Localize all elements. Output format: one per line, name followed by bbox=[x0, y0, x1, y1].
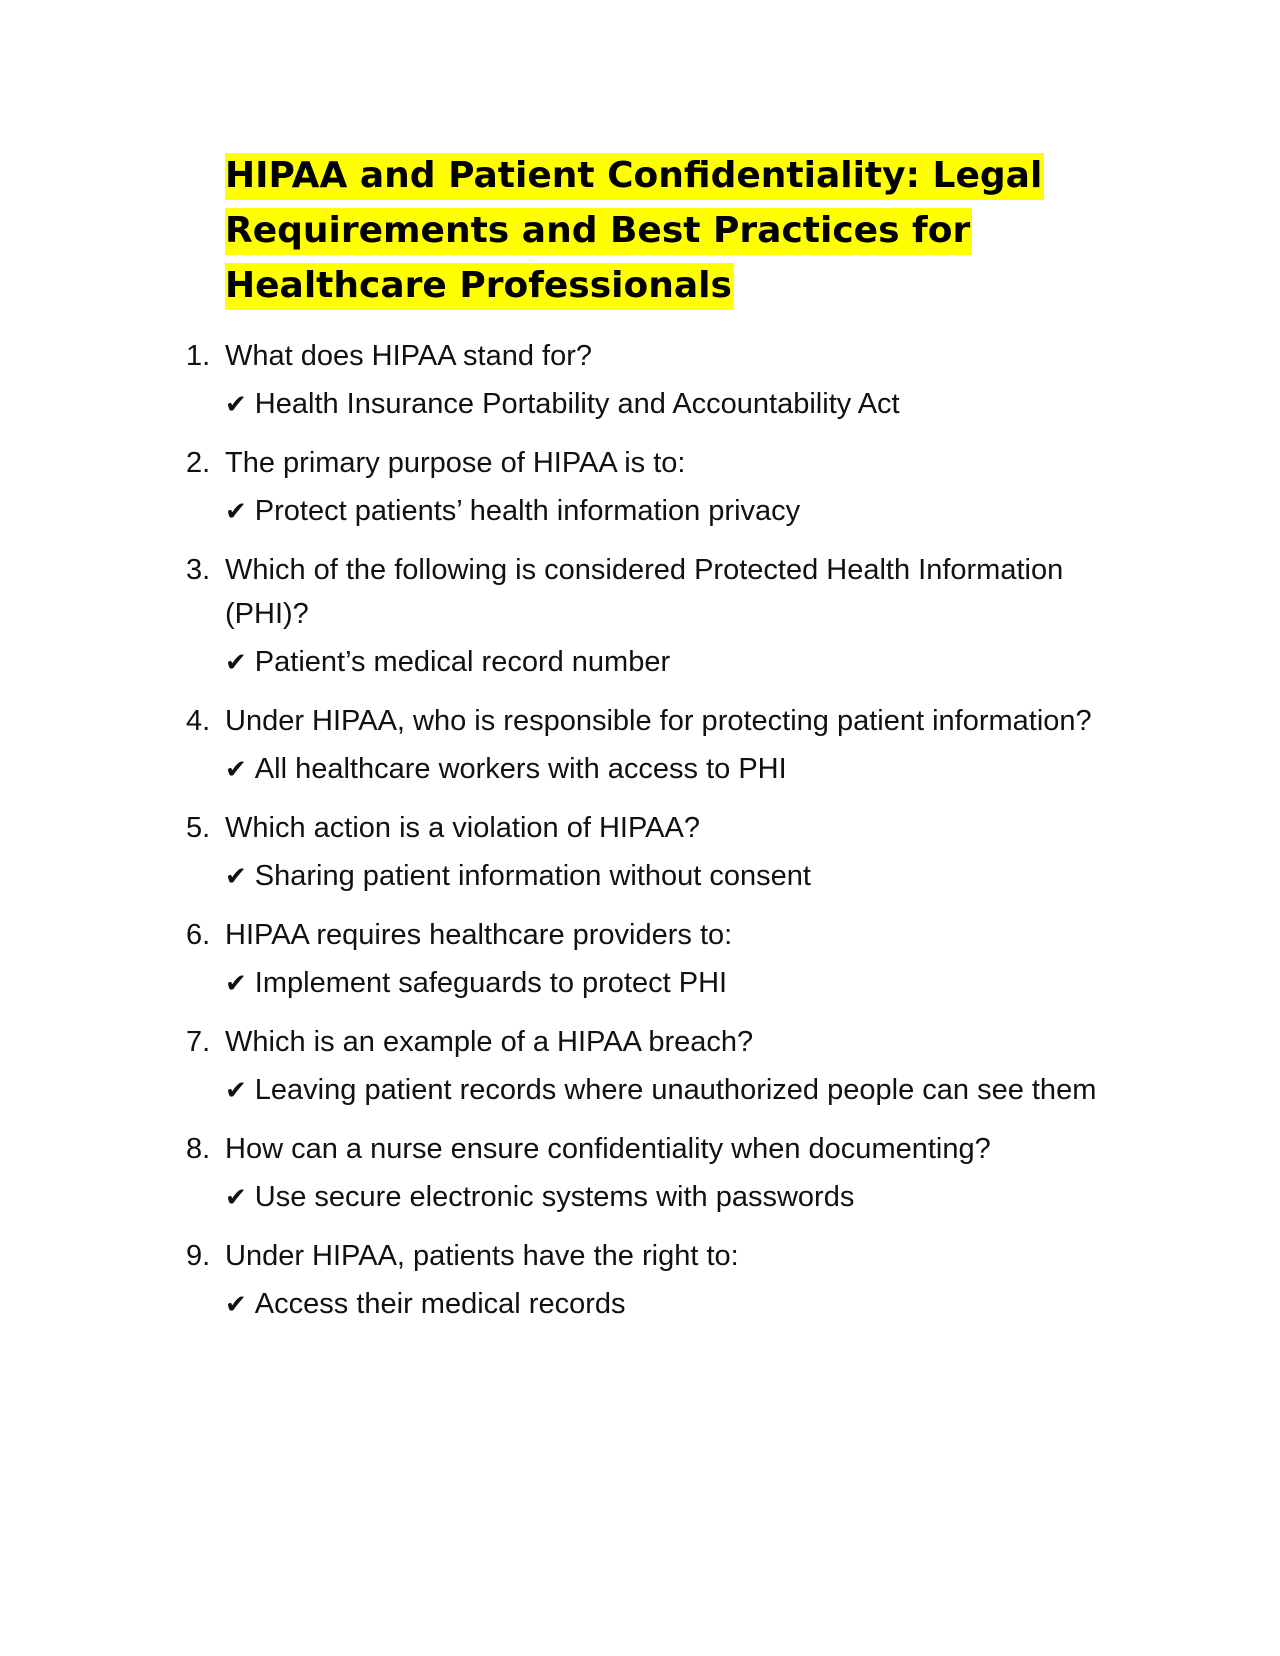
answer-text: Access their medical records bbox=[254, 1288, 626, 1320]
answer-line bbox=[225, 382, 1136, 427]
checkmark-icon: ✔ bbox=[225, 1076, 247, 1106]
answer-text: Implement safeguards to protect PHI bbox=[254, 967, 728, 999]
question-number: 8. bbox=[186, 1133, 211, 1165]
question-text: HIPAA requires healthcare providers to: bbox=[225, 919, 733, 951]
checkmark-icon: ✔ bbox=[225, 1290, 247, 1320]
question-text: What does HIPAA stand for? bbox=[225, 340, 592, 372]
answer-text: Use secure electronic systems with passwords bbox=[254, 1181, 855, 1213]
question-item bbox=[186, 334, 1136, 427]
question-text: The primary purpose of HIPAA is to: bbox=[225, 447, 686, 479]
answer-text: Leaving patient records where unauthorized people can see them bbox=[254, 1074, 1097, 1106]
question-number: 3. bbox=[186, 554, 211, 586]
question-number: 4. bbox=[186, 705, 211, 737]
question-list bbox=[186, 334, 1136, 1341]
answer-line bbox=[225, 747, 1136, 792]
answer-line bbox=[225, 640, 1136, 685]
checkmark-icon: ✔ bbox=[225, 862, 247, 892]
checkmark-icon: ✔ bbox=[225, 1183, 247, 1213]
checkmark-icon: ✔ bbox=[225, 969, 247, 999]
question-number: 1. bbox=[186, 340, 211, 372]
question-number: 6. bbox=[186, 919, 211, 951]
answer-text: Sharing patient information without consent bbox=[254, 860, 811, 892]
answer-line bbox=[225, 1175, 1136, 1220]
question-text: Under HIPAA, patients have the right to: bbox=[225, 1240, 739, 1272]
answer-line bbox=[225, 961, 1136, 1006]
document-title bbox=[225, 148, 1130, 313]
answer-text: Patient’s medical record number bbox=[254, 646, 671, 678]
question-number: 9. bbox=[186, 1240, 211, 1272]
question-item bbox=[186, 913, 1136, 1006]
question-text: Which is an example of a HIPAA breach? bbox=[225, 1026, 754, 1058]
question-item bbox=[186, 1234, 1136, 1327]
answer-line bbox=[225, 1068, 1136, 1113]
question-number: 5. bbox=[186, 812, 211, 844]
answer-line bbox=[225, 854, 1136, 899]
question-item bbox=[186, 1127, 1136, 1220]
question-text: How can a nurse ensure confidentiality when documenting? bbox=[225, 1133, 991, 1165]
answer-text: Protect patients’ health information privacy bbox=[254, 495, 801, 527]
checkmark-icon: ✔ bbox=[225, 755, 247, 785]
question-item bbox=[186, 806, 1136, 899]
title-highlight: HIPAA and Patient Confidentiality: Legal Requirements and Best Practices for Healthcare Professionals bbox=[225, 153, 1044, 310]
answer-text: All healthcare workers with access to PHI bbox=[254, 753, 787, 785]
checkmark-icon: ✔ bbox=[225, 390, 247, 420]
question-number: 7. bbox=[186, 1026, 211, 1058]
question-text: Under HIPAA, who is responsible for protecting patient information? bbox=[225, 705, 1092, 737]
question-item bbox=[186, 699, 1136, 792]
answer-line bbox=[225, 1282, 1136, 1327]
checkmark-icon: ✔ bbox=[225, 648, 247, 678]
question-text: Which of the following is considered Protected Health Information (PHI)? bbox=[225, 554, 1064, 630]
answer-line bbox=[225, 489, 1136, 534]
question-text: Which action is a violation of HIPAA? bbox=[225, 812, 700, 844]
question-item bbox=[186, 548, 1136, 685]
question-item bbox=[186, 1020, 1136, 1113]
question-item bbox=[186, 441, 1136, 534]
answer-text: Health Insurance Portability and Accountability Act bbox=[254, 388, 900, 420]
checkmark-icon: ✔ bbox=[225, 497, 247, 527]
question-number: 2. bbox=[186, 447, 211, 479]
